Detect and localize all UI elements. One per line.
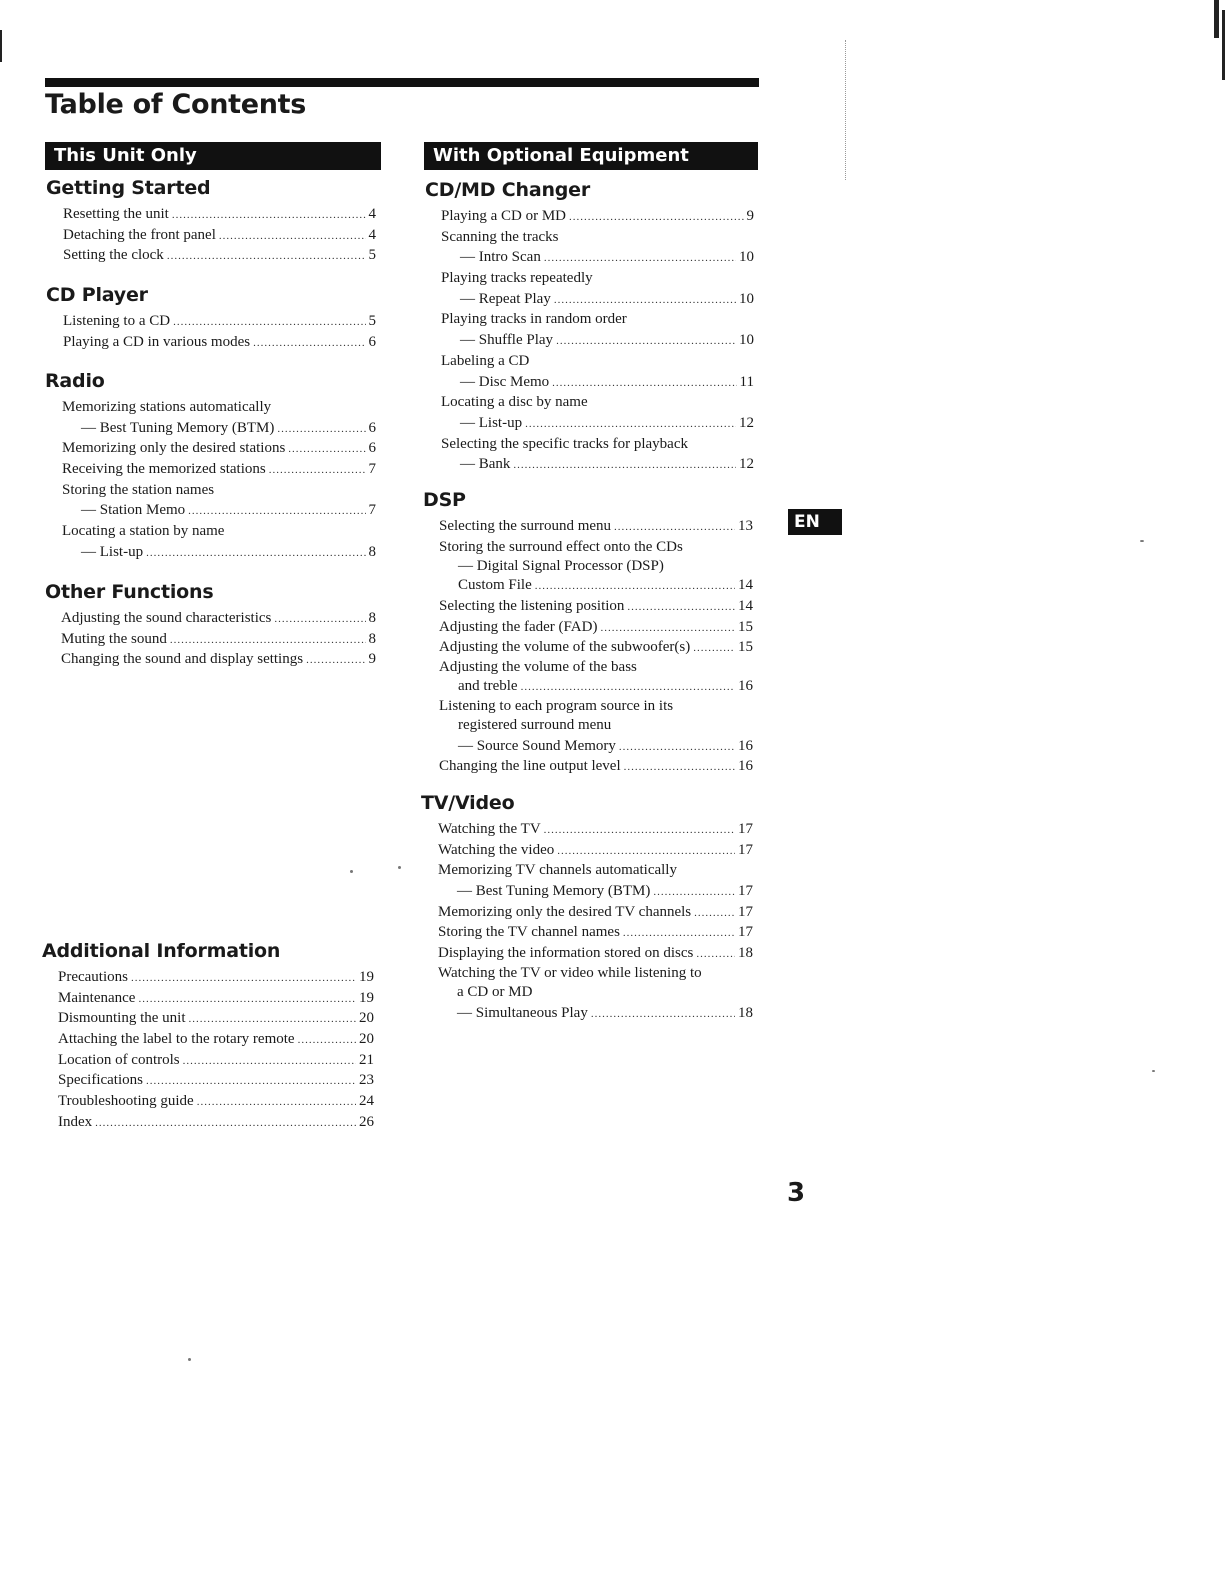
toc-entry-text: Memorizing TV channels automatically: [438, 862, 677, 879]
toc-entry-text: Selecting the specific tracks for playback: [441, 435, 688, 452]
dot-leader: [619, 737, 735, 758]
dot-leader: [288, 439, 365, 460]
toc-entry[interactable]: [439, 715, 753, 736]
toc-entry-text: — Simultaneous Play: [457, 1004, 588, 1021]
dot-leader: [614, 517, 735, 538]
toc-entry[interactable]: [439, 516, 753, 537]
toc-entry-text: — Intro Scan: [460, 249, 541, 266]
dot-leader: [306, 650, 365, 671]
toc-entry[interactable]: [439, 617, 753, 638]
section-entries: [62, 397, 376, 563]
toc-entry[interactable]: [438, 902, 753, 923]
toc-entry-text: Labeling a CD: [441, 352, 530, 369]
toc-entry-page: 5: [368, 247, 376, 264]
toc-entry-text: Selecting the surround menu: [439, 518, 612, 534]
toc-entry-text: Memorizing stations automatically: [62, 399, 272, 415]
dot-leader: [557, 841, 735, 862]
toc-entry[interactable]: [61, 608, 376, 629]
toc-entry[interactable]: [439, 575, 753, 596]
toc-entry-text: Playing tracks repeatedly: [441, 270, 593, 287]
toc-entry[interactable]: [441, 351, 754, 372]
toc-entry[interactable]: [61, 629, 376, 650]
toc-entry[interactable]: [438, 982, 753, 1003]
toc-entry-text: — List-up: [460, 414, 523, 431]
toc-entry[interactable]: [58, 1112, 374, 1133]
toc-entry-text: Specifications: [58, 1072, 143, 1089]
dot-leader: [183, 1051, 356, 1072]
toc-entry-page: 17: [738, 821, 753, 837]
scan-speck: [350, 870, 353, 873]
toc-entry-text: — List-up: [81, 543, 144, 560]
scan-dotted-line: [845, 40, 846, 180]
toc-entry[interactable]: [441, 434, 754, 455]
toc-entry-page: 9: [368, 651, 376, 668]
toc-entry[interactable]: [441, 413, 754, 434]
toc-entry[interactable]: [438, 840, 753, 861]
toc-entry-text: Playing a CD in various modes: [63, 333, 251, 350]
dot-leader: [544, 820, 735, 841]
right-column-banner: With Optional Equipment: [424, 142, 758, 170]
dot-leader: [167, 246, 366, 267]
toc-entry-page: 7: [368, 461, 376, 478]
toc-entry-page: 8: [368, 543, 376, 560]
toc-entry[interactable]: [62, 521, 376, 542]
toc-entry[interactable]: [63, 204, 376, 225]
toc-entry-page: 18: [738, 945, 753, 962]
dot-leader: [274, 609, 365, 630]
dot-leader: [521, 677, 735, 698]
toc-entry-page: 10: [739, 249, 754, 266]
dot-leader: [277, 419, 365, 440]
toc-entry-text: Changing the sound and display settings: [61, 651, 304, 668]
toc-entry-page: 10: [739, 332, 754, 349]
toc-entry-text: Playing a CD or MD: [441, 208, 566, 224]
dot-leader: [554, 290, 736, 311]
dot-leader: [253, 333, 365, 354]
toc-entry-text: Displaying the information stored on discs: [438, 945, 694, 962]
dot-leader: [131, 968, 356, 989]
toc-entry-text: Storing the station names: [62, 481, 215, 498]
section-heading: Getting Started: [46, 177, 211, 199]
toc-entry-text: — Source Sound Memory: [458, 737, 616, 754]
dot-leader: [694, 903, 735, 924]
toc-entry-text: Listening to a CD: [63, 313, 171, 329]
toc-entry-page: 6: [368, 440, 376, 457]
toc-entry[interactable]: [441, 268, 754, 289]
dot-leader: [552, 373, 736, 394]
scan-edge-mark-right: [1214, 0, 1219, 38]
dot-leader: [600, 618, 735, 639]
dot-leader: [95, 1113, 356, 1134]
toc-entry-text: Receiving the memorized stations: [62, 461, 266, 478]
toc-entry[interactable]: [58, 1070, 374, 1091]
toc-entry[interactable]: [58, 967, 374, 988]
toc-entry[interactable]: [441, 247, 754, 268]
toc-entry-page: 20: [359, 1010, 374, 1027]
toc-entry-text: Precautions: [58, 969, 128, 985]
page-number: 3: [787, 1178, 806, 1208]
toc-entry-text: — Repeat Play: [460, 290, 551, 307]
section-entries: [438, 819, 753, 1023]
toc-entry-page: 16: [738, 758, 753, 775]
toc-entry[interactable]: [439, 658, 753, 676]
toc-entry[interactable]: [438, 964, 753, 982]
dot-leader: [146, 1071, 356, 1092]
toc-entry-page: 9: [746, 208, 754, 224]
toc-entry-text: — Shuffle Play: [460, 332, 554, 349]
section-heading: Radio: [45, 370, 105, 392]
toc-entry-text: — Best Tuning Memory (BTM): [81, 419, 275, 436]
toc-entry[interactable]: [439, 557, 753, 575]
toc-entry-page: 21: [359, 1051, 374, 1068]
toc-entry-text: — Digital Signal Processor (DSP): [458, 558, 664, 575]
toc-entry-page: 16: [738, 737, 753, 754]
toc-entry-page: 4: [368, 206, 376, 222]
toc-entry[interactable]: [438, 881, 753, 902]
toc-entry[interactable]: [438, 1003, 753, 1024]
toc-entry-page: 17: [738, 924, 753, 941]
dot-leader: [188, 501, 365, 522]
toc-entry[interactable]: [438, 819, 753, 840]
toc-entry-page: 19: [359, 989, 374, 1006]
toc-entry[interactable]: [441, 206, 754, 227]
toc-entry-text: Index: [58, 1113, 93, 1130]
toc-entry-text: Watching the TV: [438, 821, 541, 837]
toc-entry[interactable]: [441, 227, 754, 248]
toc-entry-text: Memorizing only the desired TV channels: [438, 903, 692, 920]
dot-leader: [146, 543, 365, 564]
title-rule: [45, 78, 759, 87]
dot-leader: [623, 923, 735, 944]
section-heading: CD Player: [46, 284, 148, 306]
dot-leader: [269, 460, 366, 481]
dot-leader: [591, 1004, 735, 1025]
toc-entry-page: 17: [738, 841, 753, 858]
toc-entry-text: — Best Tuning Memory (BTM): [457, 883, 651, 900]
toc-entry[interactable]: [63, 245, 376, 266]
toc-entry-page: 14: [738, 577, 753, 594]
scan-speck: [1140, 540, 1144, 542]
dot-leader: [172, 205, 366, 226]
toc-entry-page: 20: [359, 1031, 374, 1048]
dot-leader: [219, 226, 366, 247]
toc-entry-text: Maintenance: [58, 989, 136, 1006]
toc-entry-page: 6: [368, 419, 376, 436]
toc-entry[interactable]: [441, 454, 754, 475]
dot-leader: [197, 1092, 356, 1113]
toc-entry[interactable]: [62, 480, 376, 501]
toc-entry-page: 17: [738, 903, 753, 920]
toc-entry-text: Custom File: [458, 577, 532, 594]
dot-leader: [189, 1009, 357, 1030]
toc-entry-text: Dismounting the unit: [58, 1010, 186, 1027]
dot-leader: [693, 638, 735, 659]
toc-entry[interactable]: [62, 397, 376, 418]
dot-leader: [525, 414, 736, 435]
toc-entry-text: a CD or MD: [457, 983, 533, 1000]
dot-leader: [170, 630, 366, 651]
toc-entry-page: 5: [368, 313, 376, 329]
toc-entry[interactable]: [61, 649, 376, 670]
section-entries: [63, 204, 376, 266]
toc-entry-text: Listening to each program source in its: [439, 697, 674, 714]
toc-entry-page: 18: [738, 1004, 753, 1021]
toc-entry-page: 4: [368, 226, 376, 243]
toc-entry[interactable]: [58, 1008, 374, 1029]
toc-entry-text: — Disc Memo: [460, 373, 550, 390]
toc-entry-text: Selecting the listening position: [439, 598, 625, 615]
toc-entry-page: 12: [739, 456, 754, 473]
toc-entry-page: 13: [738, 518, 753, 534]
toc-entry[interactable]: [62, 459, 376, 480]
toc-entry-page: 19: [359, 969, 374, 985]
toc-entry[interactable]: [438, 943, 753, 964]
section-heading: DSP: [423, 489, 466, 511]
toc-entry[interactable]: [438, 860, 753, 881]
toc-entry-text: Changing the line output level: [439, 758, 621, 775]
page-title: Table of Contents: [45, 89, 307, 120]
toc-entry[interactable]: [439, 596, 753, 617]
toc-entry-text: Storing the surround effect onto the CDs: [439, 538, 683, 555]
toc-entry-page: 12: [739, 414, 754, 431]
toc-entry-page: 8: [368, 630, 376, 647]
section-entries: [439, 516, 753, 777]
toc-entry-page: 10: [739, 290, 754, 307]
section-heading: Additional Information: [42, 940, 281, 962]
toc-entry-text: Location of controls: [58, 1051, 180, 1068]
toc-entry-text: Adjusting the fader (FAD): [439, 618, 598, 635]
toc-entry[interactable]: [63, 311, 376, 332]
toc-entry[interactable]: [439, 697, 753, 715]
section-entries: [58, 967, 374, 1133]
toc-entry-text: Watching the TV or video while listening to: [438, 964, 702, 981]
toc-entry-text: Troubleshooting guide: [58, 1093, 194, 1110]
toc-entry[interactable]: [441, 392, 754, 413]
toc-entry[interactable]: [439, 637, 753, 658]
toc-entry-page: 15: [738, 618, 753, 635]
scan-edge-mark-right-2: [1222, 10, 1225, 80]
toc-entry-page: 14: [738, 598, 753, 615]
toc-entry-text: Setting the clock: [63, 247, 164, 264]
toc-entry-text: Resetting the unit: [63, 206, 169, 222]
dot-leader: [298, 1030, 356, 1051]
section-heading: CD/MD Changer: [425, 179, 591, 201]
toc-entry[interactable]: [58, 1029, 374, 1050]
dot-leader: [696, 944, 735, 965]
toc-entry-text: Attaching the label to the rotary remote: [58, 1031, 295, 1048]
toc-entry[interactable]: [63, 225, 376, 246]
toc-entry-page: 6: [368, 333, 376, 350]
toc-entry-text: Muting the sound: [61, 630, 167, 647]
section-entries: [63, 311, 376, 352]
language-badge: EN: [788, 509, 842, 535]
dot-leader: [624, 757, 735, 778]
dot-leader: [544, 248, 736, 269]
toc-entry-text: Scanning the tracks: [441, 228, 559, 245]
toc-entry-text: Adjusting the sound characteristics: [61, 610, 272, 626]
toc-entry[interactable]: [58, 1091, 374, 1112]
toc-entry-page: 7: [368, 502, 376, 519]
toc-entry-text: registered surround menu: [458, 716, 612, 733]
toc-entry[interactable]: [58, 988, 374, 1009]
dot-leader: [627, 597, 735, 618]
scan-edge-mark-left: [0, 30, 2, 62]
toc-entry-page: 16: [738, 678, 753, 695]
section-entries: [61, 608, 376, 670]
toc-entry[interactable]: [438, 922, 753, 943]
toc-entry-text: Memorizing only the desired stations: [62, 440, 286, 457]
toc-entry[interactable]: [62, 418, 376, 439]
toc-entry[interactable]: [58, 1050, 374, 1071]
toc-entry-text: Detaching the front panel: [63, 226, 216, 243]
toc-entry-text: Watching the video: [438, 841, 555, 858]
toc-entry-text: Playing tracks in random order: [441, 311, 627, 328]
toc-entry[interactable]: [63, 332, 376, 353]
toc-entry-text: and treble: [458, 678, 518, 695]
toc-entry[interactable]: [62, 500, 376, 521]
toc-entry[interactable]: [439, 537, 753, 558]
left-column-banner: This Unit Only: [45, 142, 381, 170]
toc-entry[interactable]: [62, 542, 376, 563]
dot-leader: [653, 882, 735, 903]
toc-entry-page: 23: [359, 1072, 374, 1089]
section-heading: TV/Video: [421, 792, 515, 814]
toc-entry-text: Locating a disc by name: [441, 394, 588, 411]
dot-leader: [138, 989, 356, 1010]
toc-entry-text: Adjusting the volume of the bass: [439, 659, 637, 676]
toc-entry[interactable]: [62, 438, 376, 459]
toc-entry-text: — Station Memo: [81, 502, 186, 519]
section-entries: [441, 206, 754, 475]
toc-entry-page: 15: [738, 639, 753, 656]
dot-leader: [556, 331, 736, 352]
toc-entry-text: Locating a station by name: [62, 523, 225, 540]
toc-entry-page: 17: [738, 883, 753, 900]
toc-entry-page: 24: [359, 1093, 374, 1110]
toc-entry[interactable]: [441, 289, 754, 310]
toc-entry[interactable]: [439, 676, 753, 697]
toc-entry-text: Storing the TV channel names: [438, 924, 620, 941]
toc-entry[interactable]: [441, 330, 754, 351]
toc-entry-text: — Bank: [460, 456, 511, 473]
scan-speck: [398, 866, 401, 869]
toc-entry[interactable]: [439, 736, 753, 757]
dot-leader: [513, 455, 736, 476]
dot-leader: [569, 207, 744, 228]
scan-speck: [188, 1358, 191, 1361]
toc-entry-page: 11: [739, 373, 754, 390]
dot-leader: [535, 576, 735, 597]
toc-entry-text: Adjusting the volume of the subwoofer(s): [439, 639, 691, 656]
scan-speck: [1152, 1070, 1155, 1072]
toc-entry[interactable]: [439, 756, 753, 777]
section-heading: Other Functions: [45, 581, 214, 603]
toc-entry-page: 8: [368, 610, 376, 626]
dot-leader: [173, 312, 365, 333]
toc-entry-page: 26: [359, 1113, 374, 1130]
toc-entry[interactable]: [441, 309, 754, 330]
toc-entry[interactable]: [441, 372, 754, 393]
